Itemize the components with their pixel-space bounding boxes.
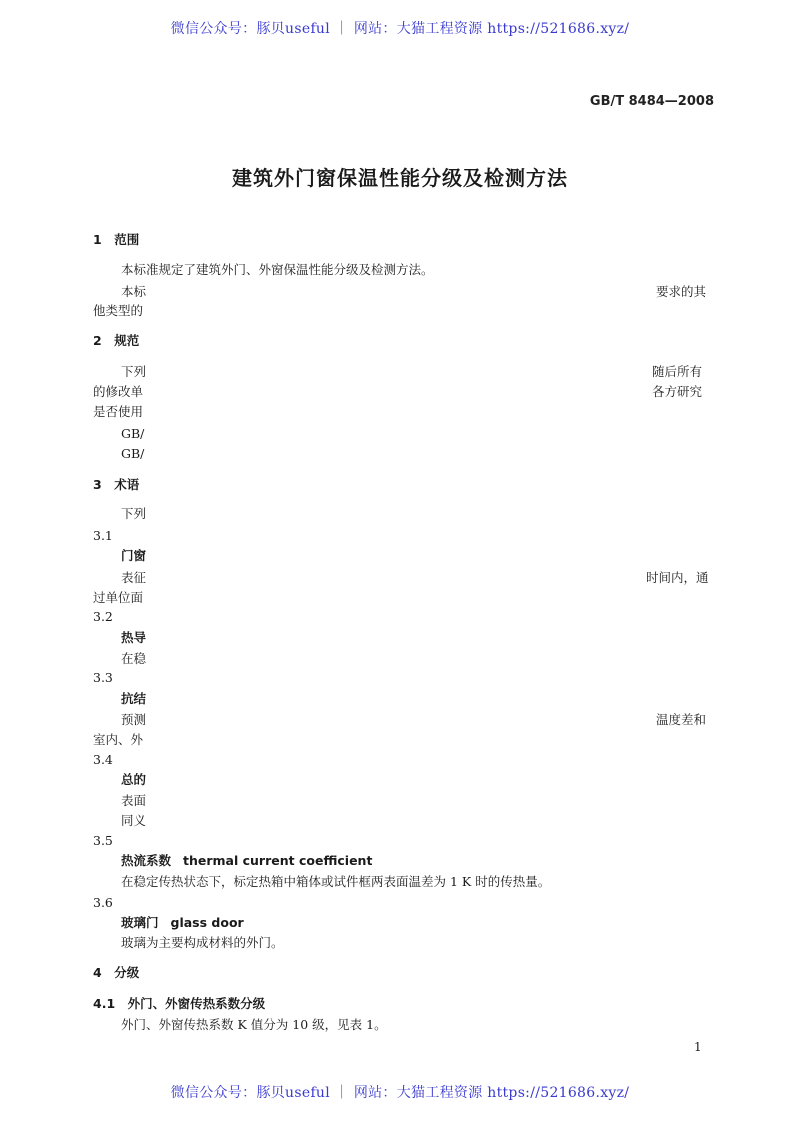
term-3-3-definition-end: 温度差和 [656, 712, 707, 727]
section-1-paragraph-1: 本标准规定了建筑外门、外窗保温性能分级及检测方法。 [121, 262, 434, 277]
page-number: 1 [694, 1040, 702, 1054]
term-3-2-definition: 在稳 [121, 651, 147, 666]
term-3-1-name: 门窗 [121, 548, 147, 563]
term-3-1-definition-start: 表征 [121, 570, 147, 585]
section-2-reference-2: GB/ [121, 446, 145, 461]
term-3-5-name: 热流系数 [121, 853, 172, 868]
section-2-paragraph-3: 是否使用 [93, 404, 144, 419]
term-3-6-heading [121, 915, 244, 931]
term-3-5-english: thermal current coefficient [183, 853, 373, 868]
section-4-1-heading: 4.1 外门、外窗传热系数分级 [93, 996, 266, 1011]
section-1-heading: 1 范围 [93, 232, 140, 247]
term-3-3-number: 3.3 [93, 670, 113, 685]
term-3-6-name: 玻璃门 [121, 915, 159, 930]
term-3-4-definition-cont: 同义 [121, 813, 147, 828]
document-title: 建筑外门窗保温性能分级及检测方法 [232, 166, 568, 190]
term-3-5-definition: 在稳定传热状态下，标定热箱中箱体或试件框两表面温差为 1 K 时的传热量。 [121, 874, 551, 889]
term-3-4-number: 3.4 [93, 752, 113, 767]
term-3-5-number: 3.5 [93, 833, 113, 848]
section-2-heading: 2 规范 [93, 333, 140, 348]
watermark-bottom: 微信公众号：豚贝useful ｜ 网站：大猫工程资源 https://521686.xyz/ [170, 1085, 630, 1101]
term-3-6-number: 3.6 [93, 895, 113, 910]
term-3-4-name: 总的 [121, 772, 147, 787]
term-3-1-definition-cont: 过单位面 [93, 590, 144, 605]
term-3-2-name: 热导 [121, 630, 147, 645]
term-3-1-definition-end: 时间内，通 [646, 570, 709, 585]
standard-number: GB/T 8484—2008 [589, 94, 714, 109]
section-2-paragraph-2-end: 各方研究 [652, 384, 703, 399]
section-1-paragraph-2-end: 要求的其 [656, 284, 707, 299]
section-1-paragraph-2-start: 本标 [121, 284, 147, 299]
section-4-1-paragraph: 外门、外窗传热系数 K 值分为 10 级，见表 1。 [121, 1017, 387, 1032]
section-2-paragraph-2-start: 的修改单 [93, 384, 144, 399]
section-4-heading: 4 分级 [93, 965, 140, 980]
section-2-reference-1: GB/ [121, 426, 145, 441]
section-2-paragraph-1-start: 下列 [121, 364, 147, 379]
term-3-4-definition: 表面 [121, 793, 147, 808]
section-1-paragraph-2-cont: 他类型的 [93, 303, 144, 318]
term-3-3-definition-start: 预测 [121, 712, 147, 727]
term-3-1-number: 3.1 [93, 528, 113, 543]
term-3-3-name: 抗结 [121, 691, 147, 706]
term-3-3-definition-cont: 室内、外 [93, 732, 144, 747]
term-3-5-heading [121, 853, 372, 869]
section-3-intro: 下列 [121, 506, 147, 521]
term-3-6-definition: 玻璃为主要构成材料的外门。 [121, 935, 284, 950]
section-2-paragraph-1-end: 随后所有 [652, 364, 703, 379]
term-3-2-number: 3.2 [93, 609, 113, 624]
term-3-6-english: glass door [170, 915, 244, 930]
watermark-top: 微信公众号：豚贝useful ｜ 网站：大猫工程资源 https://521686.xyz/ [170, 21, 630, 37]
section-3-heading: 3 术语 [93, 477, 140, 492]
